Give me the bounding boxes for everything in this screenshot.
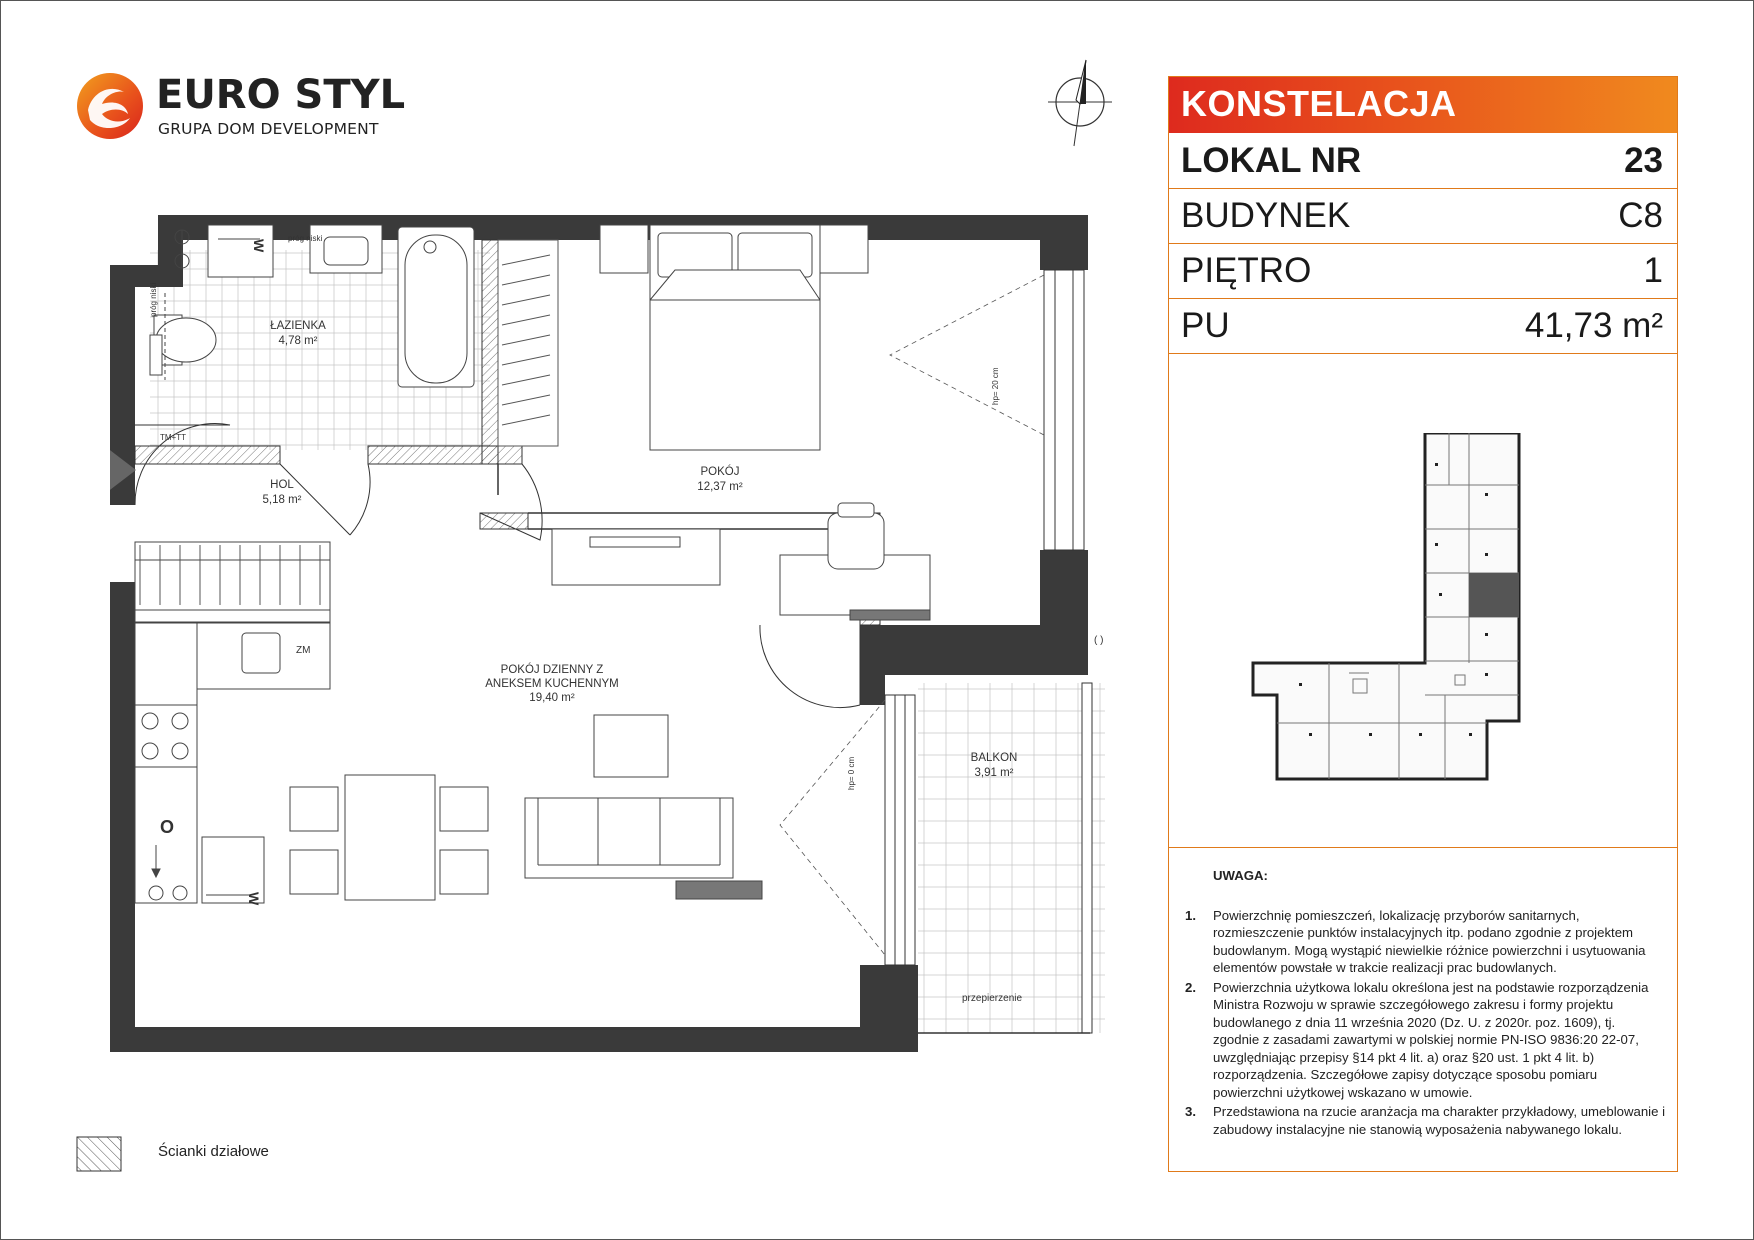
room-area-living: 19,40 m² [529, 692, 575, 704]
note-text: Powierzchnia użytkowa lokalu określona jest na podstawie rozporządzenia Ministra Rozwoju w sprawie szczegółowego zakresu i formy projektu budowlanego z dnia 11 września 2020 (Dz. U. z 2020r. poz. 1609), tj. zgodnie z zasadami zawartymi w polskiej normie PN-ISO 9836:20 22-07, uwzględniając przepisy §14 pkt 4 lit. a) oraz §20 ust. 1 pkt 4 lit. b) rozporządzenia. Szczegółowe zapisy dotyczące sposobu pomiaru powierzchni użytkowej wskazano w umowie. [1213, 979, 1649, 1100]
kitchen [135, 542, 330, 903]
note-number: 3. [1185, 1104, 1196, 1119]
balcony-floor [918, 683, 1105, 1033]
north-arrow-icon [1040, 52, 1120, 156]
brand-name: EURO STYL [156, 72, 406, 118]
sill-height-label: hp= 0 cm [847, 756, 856, 790]
notes-separator [1169, 847, 1677, 848]
note-item [1185, 1103, 1665, 1138]
desk [780, 503, 930, 620]
info-value: 23 [1624, 141, 1663, 180]
room-area-balcony: 3,91 m² [974, 767, 1014, 779]
meter-label: TM+TT [160, 433, 186, 442]
room-name-living-1: POKÓJ DZIENNY Z [500, 664, 604, 676]
bedroom-wardrobe [498, 240, 558, 446]
note-text: Powierzchnię pomieszczeń, lokalizację przyborów sanitarnych, rozmieszczenie punktów instalacyjnych itp. podano zgodnie z projektem budowlanym. Mogą wystąpić niewielkie różnice powierzchni i usytuowania elementów powstałe w trakcie realizacji prac budowlanych. [1213, 907, 1646, 975]
notes-title: UWAGA: [1213, 868, 1268, 883]
room-area-bathroom: 4,78 m² [278, 335, 318, 347]
info-row-lokal [1169, 133, 1677, 189]
threshold-label: próg niski [149, 282, 158, 317]
brackets-label: ( ) [1094, 635, 1104, 646]
info-key: PU [1181, 306, 1230, 345]
notes-section [1185, 867, 1665, 1140]
symbol-w-label: W [251, 239, 267, 253]
brand-logo-mark-icon [74, 70, 146, 142]
room-area-bedroom: 12,37 m² [697, 481, 743, 493]
room-name-bathroom: ŁAZIENKA [270, 320, 326, 332]
info-row-budynek [1169, 188, 1677, 244]
note-number: 1. [1185, 907, 1196, 923]
info-key: PIĘTRO [1181, 251, 1312, 290]
legend-hatch-icon [76, 1136, 122, 1172]
brand-subtitle: GRUPA DOM DEVELOPMENT [158, 120, 379, 138]
tv-cabinet [552, 529, 720, 585]
building-key-plan [1249, 433, 1549, 793]
room-name-living-2: ANEKSEM KUCHENNYM [485, 678, 619, 690]
sill-height-label: hp= 20 cm [991, 367, 1000, 405]
legend-label: Ścianki działowe [158, 1143, 269, 1160]
zm-label: ZM [296, 645, 311, 656]
note-number: 2. [1185, 979, 1196, 995]
room-name-hall: HOL [270, 479, 294, 491]
bed [600, 225, 868, 450]
symbol-o-label: O [160, 817, 175, 837]
project-name: KONSTELACJA [1181, 83, 1457, 124]
partition-label: przepierzenie [962, 993, 1023, 1004]
info-row-pietro [1169, 243, 1677, 299]
floor-plan [110, 205, 1110, 1055]
inner-walls [498, 464, 860, 529]
room-area-hall: 5,18 m² [262, 494, 302, 506]
note-item [1185, 979, 1665, 1102]
brand-logo [74, 70, 406, 142]
room-name-balcony: BALKON [970, 752, 1018, 764]
info-value: 1 [1643, 251, 1663, 290]
info-key: BUDYNEK [1181, 196, 1351, 235]
sofa [525, 798, 762, 899]
info-panel [1168, 76, 1678, 1172]
symbol-w-label: W [246, 892, 262, 906]
project-banner [1169, 77, 1677, 133]
info-key: LOKAL NR [1181, 141, 1362, 180]
info-value: 41,73 m² [1524, 306, 1663, 345]
info-value: C8 [1618, 196, 1663, 235]
note-item [1185, 907, 1665, 977]
room-name-bedroom: POKÓJ [700, 466, 740, 478]
threshold-label: próg niski [288, 234, 323, 243]
info-row-pu [1169, 298, 1677, 354]
note-text: Przedstawiona na rzucie aranżacja ma charakter przykładowy, umeblowanie i zabudowy instalacyjne nie stanowią wyposażenia nabywanego lokalu. [1213, 1104, 1666, 1137]
